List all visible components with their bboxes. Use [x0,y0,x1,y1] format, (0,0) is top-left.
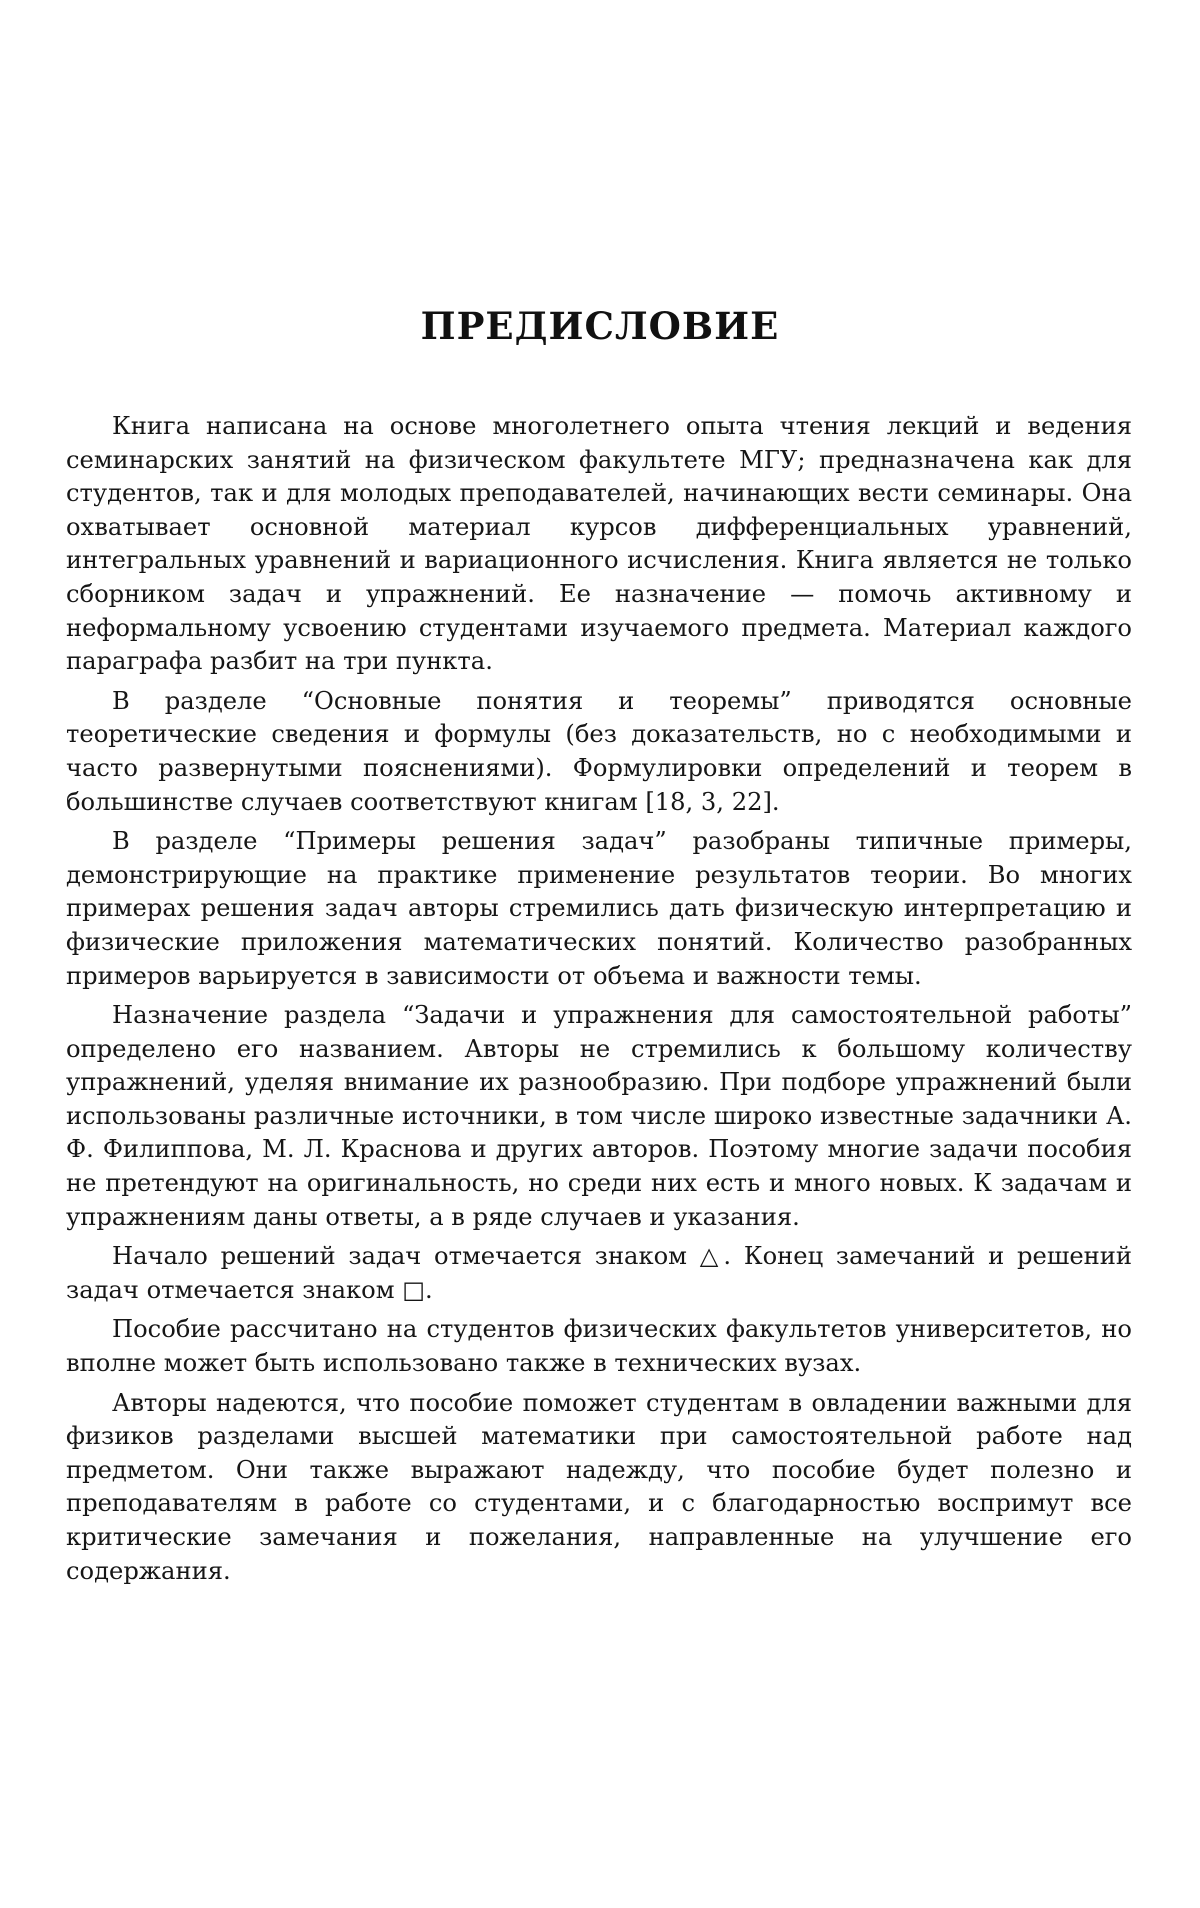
page-title: ПРЕДИСЛОВИЕ [420,304,780,348]
paragraph: Начало решений задач отмечается знаком △. Конец замечаний и решений задач отмечается знаком □. [66,1242,1132,1304]
paragraph: Назначение раздела “Задачи и упражнения для самостоятельной работы” определено его названием. Авторы не стремились к большому количеству упражнений, уделяя внимание их разнообразию. При подборе упражнений были использованы различные источники, в том числе широко известные задачники А. Ф. Филиппова, М. Л. Краснова и других авторов. Поэтому многие задачи пособия не претендуют на оригинальность, но среди них есть и много новых. К задачам и упражнениям даны ответы, а в ряде случаев и указания. [66,1001,1132,1231]
paragraph: Книга написана на основе многолетнего опыта чтения лекций и ведения семинарских занятий на физическом факультете МГУ; предназначена как для студентов, так и для молодых преподавателей, начинающих вести семинары. Она охватывает основной материал курсов дифференциальных уравнений, интегральных уравнений и вариационного исчисления. Книга является не только сборником задач и упражнений. Ее назначение — помочь активному и неформальному усвоению студентами изучаемого предмета. Материал каждого параграфа разбит на три пункта. [66,412,1132,676]
paragraph: Авторы надеются, что пособие поможет студентам в овладении важными для физиков разделами высшей математики при самостоятельной работе над предметом. Они также выражают надежду, что пособие будет полезно и преподавателям в работе со студентами, и с благодарностью воспримут все критические замечания и пожелания, направленные на улучшение его содержания. [66,1388,1132,1585]
paragraph: Пособие рассчитано на студентов физических факультетов университетов, но вполне может быть использовано также в технических вузах. [66,1315,1132,1378]
paragraph: В разделе “Примеры решения задач” разобраны типичные примеры, демонстрирующие на практике применение результатов теории. Во многих примерах решения задач авторы стремились дать физическую интерпретацию и физические приложения математических понятий. Количество разобранных примеров варьируется в зависимости от объема и важности темы. [66,827,1132,990]
preface-body [66,410,1132,1594]
paragraph: В разделе “Основные понятия и теоремы” приводятся основные теоретические сведения и формулы (без доказательств, но с необходимыми и часто развернутыми пояснениями). Формулировки определений и теорем в большинстве случаев соответствуют книгам [18, 3, 22]. [66,686,1132,816]
